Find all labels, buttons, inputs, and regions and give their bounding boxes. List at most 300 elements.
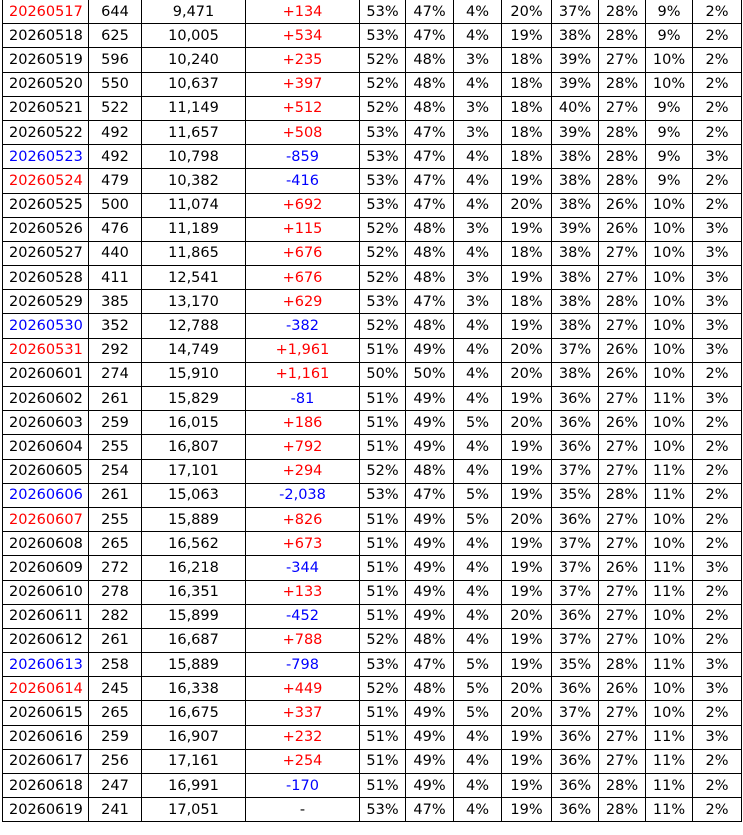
pct-cell-4: 20%: [502, 0, 552, 24]
pct-cell-2: 50%: [406, 362, 454, 386]
pct-cell-1: 53%: [360, 169, 406, 193]
change-cell: +449: [246, 677, 360, 701]
date-cell: 20260614: [3, 677, 89, 701]
date-cell: 20260520: [3, 72, 89, 96]
pct-cell-4: 19%: [502, 217, 552, 241]
pct-cell-4: 19%: [502, 580, 552, 604]
pct-cell-3: 4%: [454, 193, 502, 217]
pct-cell-8: 2%: [693, 411, 742, 435]
pct-cell-2: 49%: [406, 701, 454, 725]
date-cell: 20260615: [3, 701, 89, 725]
pct-cell-3: 3%: [454, 48, 502, 72]
pct-cell-2: 48%: [406, 459, 454, 483]
pct-cell-1: 51%: [360, 580, 406, 604]
pct-cell-5: 37%: [552, 556, 599, 580]
pct-cell-8: 3%: [693, 653, 742, 677]
table-row: [3, 774, 742, 798]
change-cell: +235: [246, 48, 360, 72]
pct-cell-7: 11%: [646, 725, 693, 749]
pct-cell-3: 4%: [454, 459, 502, 483]
pct-cell-5: 38%: [552, 362, 599, 386]
date-cell: 20260618: [3, 774, 89, 798]
total-cell: 11,189: [142, 217, 246, 241]
pct-cell-2: 47%: [406, 193, 454, 217]
pct-cell-1: 52%: [360, 96, 406, 120]
date-cell: 20260608: [3, 532, 89, 556]
total-cell: 16,991: [142, 774, 246, 798]
pct-cell-6: 27%: [599, 387, 646, 411]
pct-cell-2: 49%: [406, 338, 454, 362]
pct-cell-8: 3%: [693, 266, 742, 290]
count-cell: 479: [89, 169, 142, 193]
pct-cell-8: 2%: [693, 701, 742, 725]
pct-cell-6: 28%: [599, 72, 646, 96]
pct-cell-1: 53%: [360, 0, 406, 24]
pct-cell-3: 4%: [454, 72, 502, 96]
pct-cell-1: 51%: [360, 532, 406, 556]
pct-cell-8: 3%: [693, 314, 742, 338]
pct-cell-2: 49%: [406, 556, 454, 580]
count-cell: 265: [89, 701, 142, 725]
pct-cell-5: 40%: [552, 96, 599, 120]
change-cell: +534: [246, 24, 360, 48]
pct-cell-1: 51%: [360, 774, 406, 798]
date-cell: 20260602: [3, 387, 89, 411]
pct-cell-1: 52%: [360, 628, 406, 652]
pct-cell-6: 26%: [599, 677, 646, 701]
pct-cell-7: 9%: [646, 120, 693, 144]
pct-cell-2: 49%: [406, 435, 454, 459]
pct-cell-4: 19%: [502, 483, 552, 507]
pct-cell-4: 20%: [502, 677, 552, 701]
change-cell: +337: [246, 701, 360, 725]
pct-cell-7: 11%: [646, 774, 693, 798]
change-cell: +792: [246, 435, 360, 459]
pct-cell-8: 3%: [693, 217, 742, 241]
total-cell: 16,687: [142, 628, 246, 652]
pct-cell-2: 48%: [406, 96, 454, 120]
pct-cell-1: 52%: [360, 314, 406, 338]
pct-cell-7: 11%: [646, 749, 693, 773]
pct-cell-4: 19%: [502, 556, 552, 580]
pct-cell-8: 2%: [693, 749, 742, 773]
pct-cell-4: 19%: [502, 749, 552, 773]
pct-cell-7: 10%: [646, 532, 693, 556]
pct-cell-8: 2%: [693, 580, 742, 604]
table-row: [3, 725, 742, 749]
table-row: [3, 290, 742, 314]
count-cell: 272: [89, 556, 142, 580]
count-cell: 254: [89, 459, 142, 483]
table-row: [3, 48, 742, 72]
count-cell: 245: [89, 677, 142, 701]
pct-cell-4: 18%: [502, 48, 552, 72]
pct-cell-4: 18%: [502, 96, 552, 120]
pct-cell-2: 47%: [406, 24, 454, 48]
pct-cell-2: 49%: [406, 532, 454, 556]
count-cell: 352: [89, 314, 142, 338]
total-cell: 16,218: [142, 556, 246, 580]
table-row: [3, 387, 742, 411]
pct-cell-5: 38%: [552, 241, 599, 265]
total-cell: 17,051: [142, 798, 246, 822]
pct-cell-5: 36%: [552, 435, 599, 459]
date-cell: 20260612: [3, 628, 89, 652]
pct-cell-1: 51%: [360, 749, 406, 773]
pct-cell-4: 20%: [502, 193, 552, 217]
pct-cell-7: 10%: [646, 628, 693, 652]
pct-cell-5: 36%: [552, 387, 599, 411]
change-cell: -: [246, 798, 360, 822]
pct-cell-5: 37%: [552, 0, 599, 24]
pct-cell-4: 19%: [502, 628, 552, 652]
change-cell: +788: [246, 628, 360, 652]
pct-cell-6: 26%: [599, 217, 646, 241]
pct-cell-8: 2%: [693, 798, 742, 822]
pct-cell-5: 36%: [552, 507, 599, 531]
change-cell: +676: [246, 241, 360, 265]
pct-cell-6: 28%: [599, 24, 646, 48]
date-cell: 20260517: [3, 0, 89, 24]
count-cell: 492: [89, 120, 142, 144]
table-row: [3, 217, 742, 241]
pct-cell-4: 19%: [502, 725, 552, 749]
count-cell: 256: [89, 749, 142, 773]
pct-cell-1: 51%: [360, 411, 406, 435]
pct-cell-4: 18%: [502, 290, 552, 314]
pct-cell-6: 26%: [599, 338, 646, 362]
pct-cell-5: 37%: [552, 701, 599, 725]
pct-cell-7: 10%: [646, 217, 693, 241]
pct-cell-6: 27%: [599, 435, 646, 459]
total-cell: 16,338: [142, 677, 246, 701]
date-cell: 20260521: [3, 96, 89, 120]
date-cell: 20260601: [3, 362, 89, 386]
pct-cell-4: 18%: [502, 241, 552, 265]
pct-cell-4: 19%: [502, 24, 552, 48]
pct-cell-2: 49%: [406, 725, 454, 749]
pct-cell-7: 10%: [646, 193, 693, 217]
total-cell: 16,807: [142, 435, 246, 459]
date-cell: 20260605: [3, 459, 89, 483]
pct-cell-3: 4%: [454, 435, 502, 459]
pct-cell-2: 47%: [406, 653, 454, 677]
pct-cell-6: 27%: [599, 314, 646, 338]
total-cell: 15,063: [142, 483, 246, 507]
pct-cell-3: 5%: [454, 507, 502, 531]
pct-cell-5: 38%: [552, 266, 599, 290]
pct-cell-6: 28%: [599, 483, 646, 507]
pct-cell-6: 27%: [599, 96, 646, 120]
pct-cell-3: 4%: [454, 241, 502, 265]
total-cell: 16,015: [142, 411, 246, 435]
pct-cell-3: 4%: [454, 0, 502, 24]
pct-cell-6: 26%: [599, 411, 646, 435]
pct-cell-1: 51%: [360, 604, 406, 628]
pct-cell-4: 20%: [502, 411, 552, 435]
pct-cell-2: 48%: [406, 266, 454, 290]
table-row: [3, 120, 742, 144]
pct-cell-1: 52%: [360, 459, 406, 483]
pct-cell-4: 20%: [502, 604, 552, 628]
pct-cell-8: 2%: [693, 24, 742, 48]
change-cell: +676: [246, 266, 360, 290]
pct-cell-1: 52%: [360, 677, 406, 701]
pct-cell-5: 38%: [552, 193, 599, 217]
pct-cell-1: 51%: [360, 701, 406, 725]
change-cell: +629: [246, 290, 360, 314]
pct-cell-7: 10%: [646, 48, 693, 72]
pct-cell-4: 18%: [502, 120, 552, 144]
table-row: [3, 169, 742, 193]
pct-cell-7: 11%: [646, 459, 693, 483]
count-cell: 258: [89, 653, 142, 677]
total-cell: 15,899: [142, 604, 246, 628]
count-cell: 476: [89, 217, 142, 241]
table-row: [3, 338, 742, 362]
table-row: [3, 749, 742, 773]
pct-cell-5: 35%: [552, 483, 599, 507]
date-cell: 20260616: [3, 725, 89, 749]
change-cell: -416: [246, 169, 360, 193]
table-row: [3, 483, 742, 507]
pct-cell-8: 3%: [693, 290, 742, 314]
daily-stats-table: [2, 0, 742, 822]
date-cell: 20260604: [3, 435, 89, 459]
date-cell: 20260607: [3, 507, 89, 531]
pct-cell-7: 11%: [646, 483, 693, 507]
count-cell: 492: [89, 145, 142, 169]
change-cell: +115: [246, 217, 360, 241]
pct-cell-8: 2%: [693, 774, 742, 798]
pct-cell-4: 20%: [502, 338, 552, 362]
change-cell: +1,961: [246, 338, 360, 362]
pct-cell-4: 18%: [502, 145, 552, 169]
pct-cell-3: 4%: [454, 749, 502, 773]
pct-cell-2: 48%: [406, 48, 454, 72]
pct-cell-8: 3%: [693, 145, 742, 169]
table-row: [3, 314, 742, 338]
pct-cell-4: 19%: [502, 387, 552, 411]
pct-cell-7: 10%: [646, 604, 693, 628]
pct-cell-6: 27%: [599, 532, 646, 556]
pct-cell-7: 11%: [646, 653, 693, 677]
total-cell: 16,351: [142, 580, 246, 604]
pct-cell-3: 5%: [454, 701, 502, 725]
pct-cell-2: 48%: [406, 72, 454, 96]
table-row: [3, 653, 742, 677]
pct-cell-6: 27%: [599, 604, 646, 628]
pct-cell-8: 3%: [693, 338, 742, 362]
date-cell: 20260529: [3, 290, 89, 314]
pct-cell-8: 2%: [693, 48, 742, 72]
total-cell: 9,471: [142, 0, 246, 24]
pct-cell-4: 19%: [502, 459, 552, 483]
pct-cell-2: 47%: [406, 120, 454, 144]
pct-cell-3: 4%: [454, 387, 502, 411]
pct-cell-6: 26%: [599, 556, 646, 580]
pct-cell-7: 10%: [646, 241, 693, 265]
pct-cell-8: 2%: [693, 532, 742, 556]
total-cell: 15,829: [142, 387, 246, 411]
count-cell: 292: [89, 338, 142, 362]
change-cell: +133: [246, 580, 360, 604]
pct-cell-7: 10%: [646, 701, 693, 725]
pct-cell-2: 49%: [406, 749, 454, 773]
pct-cell-1: 52%: [360, 217, 406, 241]
pct-cell-4: 20%: [502, 701, 552, 725]
pct-cell-2: 48%: [406, 628, 454, 652]
pct-cell-8: 2%: [693, 193, 742, 217]
date-cell: 20260611: [3, 604, 89, 628]
count-cell: 261: [89, 628, 142, 652]
date-cell: 20260530: [3, 314, 89, 338]
table-body: [3, 0, 742, 822]
table-row: [3, 193, 742, 217]
change-cell: +1,161: [246, 362, 360, 386]
count-cell: 522: [89, 96, 142, 120]
pct-cell-3: 4%: [454, 798, 502, 822]
total-cell: 17,161: [142, 749, 246, 773]
change-cell: -859: [246, 145, 360, 169]
pct-cell-2: 47%: [406, 483, 454, 507]
pct-cell-5: 38%: [552, 314, 599, 338]
pct-cell-5: 37%: [552, 532, 599, 556]
pct-cell-2: 48%: [406, 217, 454, 241]
count-cell: 440: [89, 241, 142, 265]
table-row: [3, 0, 742, 24]
pct-cell-8: 3%: [693, 556, 742, 580]
pct-cell-6: 26%: [599, 193, 646, 217]
pct-cell-7: 10%: [646, 266, 693, 290]
table-row: [3, 72, 742, 96]
count-cell: 241: [89, 798, 142, 822]
table-row: [3, 266, 742, 290]
table-row: [3, 241, 742, 265]
pct-cell-5: 38%: [552, 24, 599, 48]
pct-cell-4: 19%: [502, 653, 552, 677]
pct-cell-2: 49%: [406, 774, 454, 798]
pct-cell-1: 53%: [360, 193, 406, 217]
date-cell: 20260609: [3, 556, 89, 580]
pct-cell-5: 39%: [552, 48, 599, 72]
pct-cell-8: 2%: [693, 483, 742, 507]
pct-cell-5: 38%: [552, 169, 599, 193]
pct-cell-2: 47%: [406, 169, 454, 193]
pct-cell-4: 19%: [502, 532, 552, 556]
count-cell: 265: [89, 532, 142, 556]
count-cell: 261: [89, 483, 142, 507]
pct-cell-3: 4%: [454, 145, 502, 169]
table-row: [3, 677, 742, 701]
pct-cell-8: 2%: [693, 0, 742, 24]
pct-cell-7: 10%: [646, 677, 693, 701]
pct-cell-6: 27%: [599, 628, 646, 652]
change-cell: -798: [246, 653, 360, 677]
date-cell: 20260519: [3, 48, 89, 72]
change-cell: +254: [246, 749, 360, 773]
pct-cell-7: 10%: [646, 362, 693, 386]
table-row: [3, 24, 742, 48]
pct-cell-8: 2%: [693, 169, 742, 193]
pct-cell-5: 36%: [552, 604, 599, 628]
pct-cell-2: 49%: [406, 387, 454, 411]
total-cell: 11,865: [142, 241, 246, 265]
pct-cell-5: 37%: [552, 628, 599, 652]
total-cell: 16,675: [142, 701, 246, 725]
change-cell: +397: [246, 72, 360, 96]
pct-cell-1: 53%: [360, 120, 406, 144]
pct-cell-1: 51%: [360, 435, 406, 459]
pct-cell-1: 51%: [360, 556, 406, 580]
pct-cell-6: 28%: [599, 774, 646, 798]
pct-cell-6: 27%: [599, 580, 646, 604]
table-row: [3, 701, 742, 725]
pct-cell-2: 49%: [406, 507, 454, 531]
pct-cell-3: 4%: [454, 169, 502, 193]
pct-cell-3: 5%: [454, 483, 502, 507]
change-cell: +134: [246, 0, 360, 24]
total-cell: 15,910: [142, 362, 246, 386]
pct-cell-8: 3%: [693, 241, 742, 265]
pct-cell-4: 20%: [502, 507, 552, 531]
pct-cell-5: 39%: [552, 217, 599, 241]
pct-cell-8: 2%: [693, 459, 742, 483]
change-cell: +232: [246, 725, 360, 749]
total-cell: 15,889: [142, 653, 246, 677]
date-cell: 20260617: [3, 749, 89, 773]
total-cell: 15,889: [142, 507, 246, 531]
count-cell: 411: [89, 266, 142, 290]
pct-cell-5: 36%: [552, 798, 599, 822]
change-cell: +508: [246, 120, 360, 144]
pct-cell-4: 19%: [502, 169, 552, 193]
pct-cell-3: 4%: [454, 628, 502, 652]
count-cell: 500: [89, 193, 142, 217]
pct-cell-7: 10%: [646, 411, 693, 435]
pct-cell-7: 10%: [646, 338, 693, 362]
pct-cell-6: 27%: [599, 459, 646, 483]
pct-cell-2: 48%: [406, 241, 454, 265]
pct-cell-8: 3%: [693, 387, 742, 411]
total-cell: 10,382: [142, 169, 246, 193]
pct-cell-4: 19%: [502, 435, 552, 459]
date-cell: 20260523: [3, 145, 89, 169]
total-cell: 12,788: [142, 314, 246, 338]
pct-cell-2: 49%: [406, 411, 454, 435]
pct-cell-3: 4%: [454, 580, 502, 604]
count-cell: 261: [89, 387, 142, 411]
pct-cell-1: 53%: [360, 24, 406, 48]
pct-cell-4: 19%: [502, 798, 552, 822]
pct-cell-4: 18%: [502, 72, 552, 96]
pct-cell-1: 51%: [360, 725, 406, 749]
change-cell: -2,038: [246, 483, 360, 507]
total-cell: 13,170: [142, 290, 246, 314]
pct-cell-6: 28%: [599, 290, 646, 314]
change-cell: +692: [246, 193, 360, 217]
count-cell: 550: [89, 72, 142, 96]
total-cell: 11,657: [142, 120, 246, 144]
table-row: [3, 145, 742, 169]
pct-cell-3: 4%: [454, 314, 502, 338]
date-cell: 20260619: [3, 798, 89, 822]
date-cell: 20260527: [3, 241, 89, 265]
pct-cell-6: 27%: [599, 701, 646, 725]
pct-cell-7: 11%: [646, 387, 693, 411]
pct-cell-6: 27%: [599, 507, 646, 531]
pct-cell-8: 2%: [693, 604, 742, 628]
